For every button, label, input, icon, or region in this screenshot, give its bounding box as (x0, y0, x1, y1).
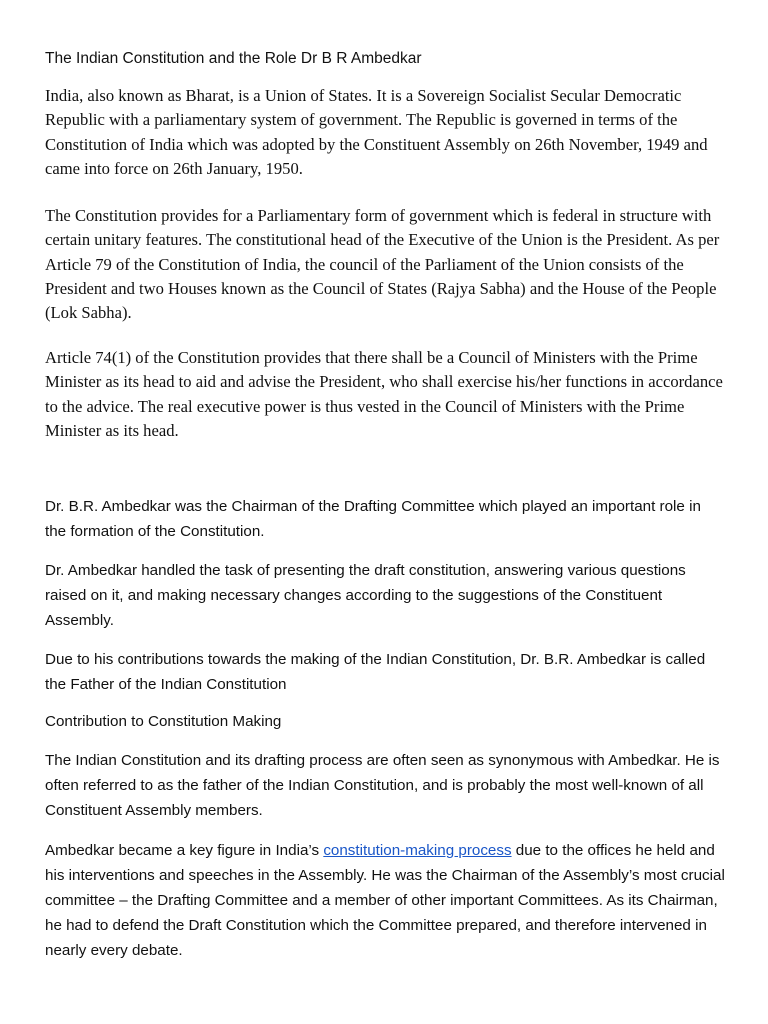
paragraph-drafting-chairman: Dr. B.R. Ambedkar was the Chairman of the Drafting Committee which played an important role in the formation of the Constitution. (45, 498, 701, 540)
paragraph-key-figure (45, 838, 725, 963)
paragraph-draft-presentation: Dr. Ambedkar handled the task of presenting the draft constitution, answering various questions raised on it, and making necessary changes according to the suggestions of the Constituent Assembly. (45, 562, 686, 629)
key-figure-text-start: Ambedkar became a key figure in India’s (45, 842, 324, 859)
paragraph-father-of-constitution: Due to his contributions towards the making of the Indian Constitution, Dr. B.R. Ambedkar is called the Father of the Indian Constitution (45, 651, 706, 693)
key-figure-text-end: due to the offices he held and his interventions and speeches in the Assembly. He was the Chairman of the Assembly’s most crucial committee – the Drafting Committee and a member of other important Committees. As its Chairman, he had to defend the Draft Constitution which the Committee prepared, and therefore intervened in nearly every debate. (45, 842, 725, 959)
paragraph-india-union: India, also known as Bharat, is a Union of States. It is a Sovereign Socialist Secular Democratic Republic with a parliamentary system of government. The Republic is governed in terms of the Constitution of India which was adopted by the Constituent Assembly on 26th November, 1949 and came into force on 26th January, 1950. (45, 86, 708, 178)
paragraph-article-74: Article 74(1) of the Constitution provides that there shall be a Council of Ministers with the Prime Minister as its head to aid and advise the President, who shall exercise his/her functions in accordance to the advice. The real executive power is thus vested in the Council of Ministers with the Prime Minister as its head. (45, 348, 723, 440)
paragraph-synonymous: The Indian Constitution and its drafting process are often seen as synonymous with Ambedkar. He is often referred to as the father of the Indian Constitution, and is probably the most well-known of all Constituent Assembly members. (45, 752, 720, 819)
section-heading-contribution: Contribution to Constitution Making (45, 713, 282, 730)
paragraph-parliamentary-form: The Constitution provides for a Parliamentary form of government which is federal in structure with certain unitary features. The constitutional head of the Executive of the Union is the President. As per Article 79 of the Constitution of India, the council of the Parliament of the Union consists of the President and two Houses known as the Council of States (Rajya Sabha) and the House of the People (Lok Sabha). (45, 206, 720, 323)
document-title: The Indian Constitution and the Role Dr B R Ambedkar (45, 50, 422, 67)
constitution-making-process-link[interactable]: constitution-making process (323, 842, 512, 859)
